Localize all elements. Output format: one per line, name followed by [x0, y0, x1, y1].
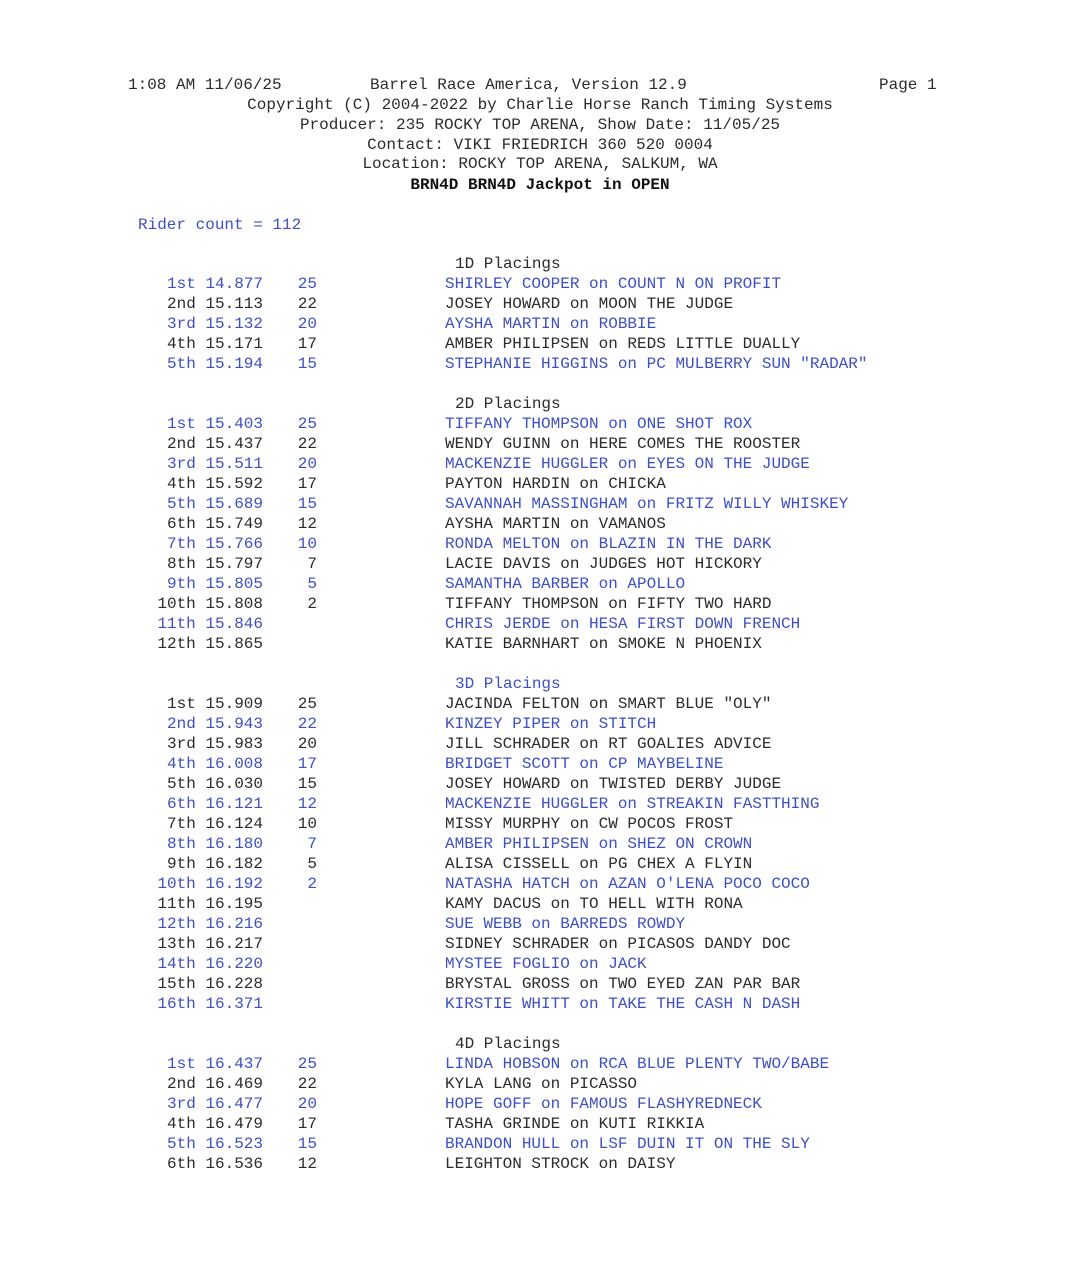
place-and-time: 7th 16.124	[166, 815, 263, 833]
placing-row	[0, 914, 1080, 934]
place-and-time: 1st 16.437	[166, 1055, 263, 1073]
producer-line: Producer: 235 ROCKY TOP ARENA, Show Date: 11/05/25	[299, 116, 781, 134]
placing-row	[0, 414, 1080, 434]
rider-horse: JOSEY HOWARD on MOON THE JUDGE	[445, 295, 734, 313]
rider-horse: STEPHANIE HIGGINS on PC MULBERRY SUN "RADAR"	[445, 355, 868, 373]
placing-row	[0, 1134, 1080, 1154]
points: 25	[297, 415, 317, 433]
points: 12	[297, 1155, 317, 1173]
rider-horse: TIFFANY THOMPSON on ONE SHOT ROX	[445, 415, 753, 433]
points: 7	[307, 835, 317, 853]
page-number: Page 1	[879, 76, 937, 94]
points: 17	[297, 475, 317, 493]
section-title: 2D Placings	[455, 395, 561, 413]
place-and-time: 4th 15.592	[166, 475, 263, 493]
event-title: BRN4D BRN4D Jackpot in OPEN	[410, 176, 670, 194]
place-and-time: 4th 15.171	[166, 335, 263, 353]
points: 5	[307, 855, 317, 873]
points: 22	[297, 295, 317, 313]
rider-horse: KIRSTIE WHITT on TAKE THE CASH N DASH	[445, 995, 801, 1013]
placing-row	[0, 354, 1080, 374]
rider-horse: TIFFANY THOMPSON on FIFTY TWO HARD	[445, 595, 772, 613]
placing-row	[0, 974, 1080, 994]
place-and-time: 2nd 15.113	[166, 295, 263, 313]
rider-horse: SAMANTHA BARBER on APOLLO	[445, 575, 686, 593]
placing-row	[0, 954, 1080, 974]
rider-horse: JILL SCHRADER on RT GOALIES ADVICE	[445, 735, 772, 753]
place-and-time: 3rd 15.511	[166, 455, 263, 473]
rider-horse: KATIE BARNHART on SMOKE N PHOENIX	[445, 635, 762, 653]
place-and-time: 12th 15.865	[157, 635, 263, 653]
points: 12	[297, 795, 317, 813]
contact-line: Contact: VIKI FRIEDRICH 360 520 0004	[367, 136, 713, 154]
place-and-time: 4th 16.479	[166, 1115, 263, 1133]
rider-horse: JOSEY HOWARD on TWISTED DERBY JUDGE	[445, 775, 782, 793]
program-name: Barrel Race America, Version 12.9	[370, 76, 687, 94]
place-and-time: 5th 15.194	[166, 355, 263, 373]
points: 15	[297, 495, 317, 513]
section-title: 3D Placings	[455, 675, 561, 693]
place-and-time: 5th 16.523	[166, 1135, 263, 1153]
rider-horse: MACKENZIE HUGGLER on STREAKIN FASTTHING	[445, 795, 820, 813]
location-line: Location: ROCKY TOP ARENA, SALKUM, WA	[362, 155, 718, 173]
rider-horse: LINDA HOBSON on RCA BLUE PLENTY TWO/BABE	[445, 1055, 830, 1073]
rider-horse: NATASHA HATCH on AZAN O'LENA POCO COCO	[445, 875, 810, 893]
place-and-time: 16th 16.371	[157, 995, 263, 1013]
rider-horse: MYSTEE FOGLIO on JACK	[445, 955, 647, 973]
place-and-time: 1st 15.909	[166, 695, 263, 713]
rider-horse: BRIDGET SCOTT on CP MAYBELINE	[445, 755, 724, 773]
place-and-time: 10th 16.192	[157, 875, 263, 893]
place-and-time: 6th 15.749	[166, 515, 263, 533]
points: 2	[307, 595, 317, 613]
placing-row	[0, 534, 1080, 554]
place-and-time: 3rd 15.132	[166, 315, 263, 333]
placing-row	[0, 614, 1080, 634]
place-and-time: 15th 16.228	[157, 975, 263, 993]
points: 2	[307, 875, 317, 893]
points: 20	[297, 455, 317, 473]
placing-row	[0, 494, 1080, 514]
points: 5	[307, 575, 317, 593]
rider-horse: KYLA LANG on PICASSO	[445, 1075, 638, 1093]
rider-horse: HOPE GOFF on FAMOUS FLASHYREDNECK	[445, 1095, 762, 1113]
rider-horse: AYSHA MARTIN on ROBBIE	[445, 315, 657, 333]
section-title: 1D Placings	[455, 255, 561, 273]
rider-horse: MISSY MURPHY on CW POCOS FROST	[445, 815, 734, 833]
points: 25	[297, 695, 317, 713]
placing-row	[0, 714, 1080, 734]
place-and-time: 6th 16.536	[166, 1155, 263, 1173]
rider-horse: TASHA GRINDE on KUTI RIKKIA	[445, 1115, 705, 1133]
rider-count: Rider count = 112	[138, 216, 302, 234]
placing-row	[0, 994, 1080, 1014]
place-and-time: 1st 14.877	[166, 275, 263, 293]
rider-horse: AYSHA MARTIN on VAMANOS	[445, 515, 666, 533]
placing-row	[0, 1094, 1080, 1114]
points: 22	[297, 715, 317, 733]
rider-horse: CHRIS JERDE on HESA FIRST DOWN FRENCH	[445, 615, 801, 633]
place-and-time: 1st 15.403	[166, 415, 263, 433]
place-and-time: 12th 16.216	[157, 915, 263, 933]
rider-horse: SIDNEY SCHRADER on PICASOS DANDY DOC	[445, 935, 791, 953]
place-and-time: 5th 15.689	[166, 495, 263, 513]
rider-horse: WENDY GUINN on HERE COMES THE ROOSTER	[445, 435, 801, 453]
points: 17	[297, 755, 317, 773]
placing-row	[0, 894, 1080, 914]
rider-horse: ALISA CISSELL on PG CHEX A FLYIN	[445, 855, 753, 873]
points: 17	[297, 335, 317, 353]
rider-horse: LEIGHTON STROCK on DAISY	[445, 1155, 676, 1173]
copyright-line: Copyright (C) 2004-2022 by Charlie Horse Ranch Timing Systems	[247, 96, 833, 114]
placing-row	[0, 754, 1080, 774]
placing-row	[0, 854, 1080, 874]
place-and-time: 2nd 15.943	[166, 715, 263, 733]
placing-row	[0, 554, 1080, 574]
points: 7	[307, 555, 317, 573]
rider-horse: RONDA MELTON on BLAZIN IN THE DARK	[445, 535, 772, 553]
points: 20	[297, 1095, 317, 1113]
placing-row	[0, 834, 1080, 854]
rider-horse: KINZEY PIPER on STITCH	[445, 715, 657, 733]
rider-horse: SHIRLEY COOPER on COUNT N ON PROFIT	[445, 275, 782, 293]
placing-row	[0, 434, 1080, 454]
place-and-time: 4th 16.008	[166, 755, 263, 773]
points: 12	[297, 515, 317, 533]
points: 10	[297, 535, 317, 553]
placing-row	[0, 634, 1080, 654]
section-title: 4D Placings	[455, 1035, 561, 1053]
place-and-time: 2nd 16.469	[166, 1075, 263, 1093]
place-and-time: 10th 15.808	[157, 595, 263, 613]
place-and-time: 2nd 15.437	[166, 435, 263, 453]
points: 20	[297, 735, 317, 753]
placing-row	[0, 774, 1080, 794]
points: 15	[297, 1135, 317, 1153]
rider-horse: AMBER PHILIPSEN on REDS LITTLE DUALLY	[445, 335, 801, 353]
points: 20	[297, 315, 317, 333]
place-and-time: 11th 15.846	[157, 615, 263, 633]
placing-row	[0, 294, 1080, 314]
placing-row	[0, 694, 1080, 714]
print-time: 1:08 AM 11/06/25	[128, 76, 282, 94]
placing-row	[0, 274, 1080, 294]
place-and-time: 8th 15.797	[166, 555, 263, 573]
placing-row	[0, 574, 1080, 594]
place-and-time: 13th 16.217	[157, 935, 263, 953]
rider-horse: MACKENZIE HUGGLER on EYES ON THE JUDGE	[445, 455, 810, 473]
rider-horse: SAVANNAH MASSINGHAM on FRITZ WILLY WHISKEY	[445, 495, 849, 513]
placing-row	[0, 934, 1080, 954]
place-and-time: 6th 16.121	[166, 795, 263, 813]
place-and-time: 9th 16.182	[166, 855, 263, 873]
placing-row	[0, 814, 1080, 834]
points: 15	[297, 775, 317, 793]
points: 22	[297, 1075, 317, 1093]
rider-horse: SUE WEBB on BARREDS ROWDY	[445, 915, 686, 933]
placing-row	[0, 514, 1080, 534]
placing-row	[0, 1074, 1080, 1094]
placing-row	[0, 1114, 1080, 1134]
points: 25	[297, 275, 317, 293]
placing-row	[0, 474, 1080, 494]
points: 22	[297, 435, 317, 453]
points: 25	[297, 1055, 317, 1073]
rider-horse: BRYSTAL GROSS on TWO EYED ZAN PAR BAR	[445, 975, 801, 993]
points: 10	[297, 815, 317, 833]
placing-row	[0, 874, 1080, 894]
rider-horse: JACINDA FELTON on SMART BLUE "OLY"	[445, 695, 772, 713]
place-and-time: 3rd 15.983	[166, 735, 263, 753]
placing-row	[0, 794, 1080, 814]
place-and-time: 8th 16.180	[166, 835, 263, 853]
rider-horse: AMBER PHILIPSEN on SHEZ ON CROWN	[445, 835, 753, 853]
placing-row	[0, 594, 1080, 614]
placing-row	[0, 734, 1080, 754]
points: 15	[297, 355, 317, 373]
place-and-time: 3rd 16.477	[166, 1095, 263, 1113]
rider-horse: BRANDON HULL on LSF DUIN IT ON THE SLY	[445, 1135, 810, 1153]
rider-horse: KAMY DACUS on TO HELL WITH RONA	[445, 895, 743, 913]
placing-row	[0, 454, 1080, 474]
placing-row	[0, 334, 1080, 354]
place-and-time: 7th 15.766	[166, 535, 263, 553]
rider-horse: PAYTON HARDIN on CHICKA	[445, 475, 666, 493]
rider-horse: LACIE DAVIS on JUDGES HOT HICKORY	[445, 555, 762, 573]
placing-row	[0, 314, 1080, 334]
points: 17	[297, 1115, 317, 1133]
place-and-time: 9th 15.805	[166, 575, 263, 593]
placing-row	[0, 1154, 1080, 1174]
place-and-time: 14th 16.220	[157, 955, 263, 973]
place-and-time: 11th 16.195	[157, 895, 263, 913]
placing-row	[0, 1054, 1080, 1074]
place-and-time: 5th 16.030	[166, 775, 263, 793]
